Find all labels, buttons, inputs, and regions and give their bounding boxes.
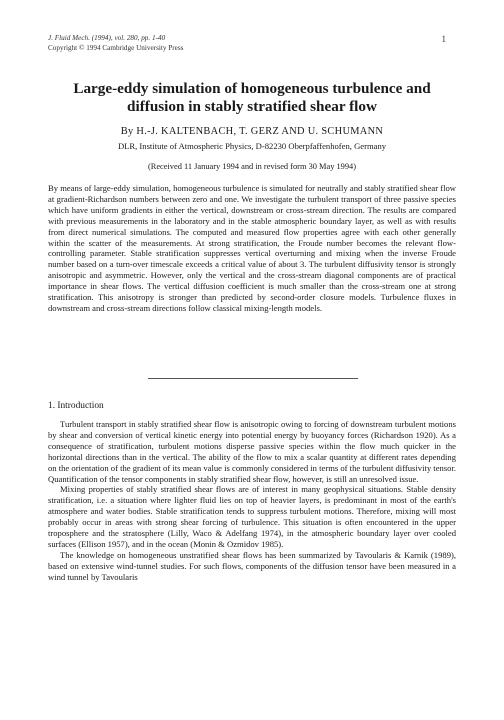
journal-citation — [48, 34, 183, 53]
copyright-line: Copyright © 1994 Cambridge University Press — [48, 43, 184, 52]
authors: By H.-J. KALTENBACH, T. GERZ AND U. SCHUMANN — [120, 126, 384, 137]
page-number: 1 — [441, 34, 446, 44]
body-text — [48, 419, 456, 583]
received-dates: (Received 11 January 1994 and in revised form 30 May 1994) — [147, 162, 357, 171]
paragraph: Mixing properties of stably stratified shear flows are of interest in many geophysical situations. Stable density stratification, i.e. a situation where lighter fluid lies on top of heavier layers, is predominant in most of the earth's atmosphere and water bodies. Stable stratification tends to suppress turbulent motions. Therefore, mixing will most probably occur in areas with strong shear forcing of turbulence. This situation is often encountered in the upper troposphere and the stratosphere (Lilly, Waco & Adelfang 1974), in the atmospheric boundary layer over cooled surfaces (Ellison 1957), and in the ocean (Monin & Ozmidov 1985). — [48, 484, 456, 549]
section-heading: 1. Introduction — [48, 401, 104, 411]
journal-line: J. Fluid Mech. (1994), vol. 280, pp. 1-40 — [48, 34, 166, 42]
paragraph: Turbulent transport in stably stratified shear flow is anisotropic owing to forcing of downstream turbulent motions by shear and conversion of vertical kinetic energy into potential energy by buoyancy forces (Richardson 1920). As a consequence of stratification, turbulent motions disperse passive species within the flow much quicker in the horizontal directions than in the vertical. The ability of the flow to mix a scalar quantity at different rates depending on the orientation of the gradient of its mean value is commonly considered in terms of the turbulent diffusivity tensor. Quantification of the tensor components in stably stratified shear flow, however, is still an unresolved issue. — [48, 419, 456, 484]
paragraph: The knowledge on homogeneous unstratified shear flows has been summarized by Tavoularis & Karnik (1989), based on extensive wind-tunnel studies. For such flows, components of the diffusion tensor have been measured in a wind tunnel by Tavoularis — [48, 549, 456, 582]
divider — [148, 378, 358, 379]
paper-title: Large-eddy simulation of homogeneous turbulence and diffusion in stably stratified shear flow — [73, 80, 431, 115]
abstract: By means of large-eddy simulation, homogeneous turbulence is simulated for neutrally and stably stratified shear flow at gradient-Richardson numbers between zero and one. We investigate the turbulent transport of three passive species which have uniform gradients in either the vertical, downstream or cross-stream direction. The results are compared with previous measurements in the laboratory and in the stable atmospheric boundary layer, as well as with results from direct numerical simulations. The computed and measured flow properties agree with each other generally within the scatter of the measurements. At strong stratification, the Froude number becomes the relevant flow-controlling parameter. Stable stratification suppresses vertical overturning and mixing when the inverse Froude number based on a turn-over timescale exceeds a critical value of about 3. The turbulent diffusivity tensor is strongly anisotropic and asymmetric. However, only the vertical and the cross-stream diagonal components are of practical importance in shear flows. The vertical diffusion coefficient is much smaller than the cross-stream one at strong stratification. This anisotropy is stronger than predicted by second-order closure models. Turbulence fluxes in downstream and cross-stream directions follow classical mixing-length models. — [48, 183, 456, 313]
affiliation: DLR, Institute of Atmospheric Physics, D-82230 Oberpfaffenhofen, Germany — [117, 141, 387, 151]
